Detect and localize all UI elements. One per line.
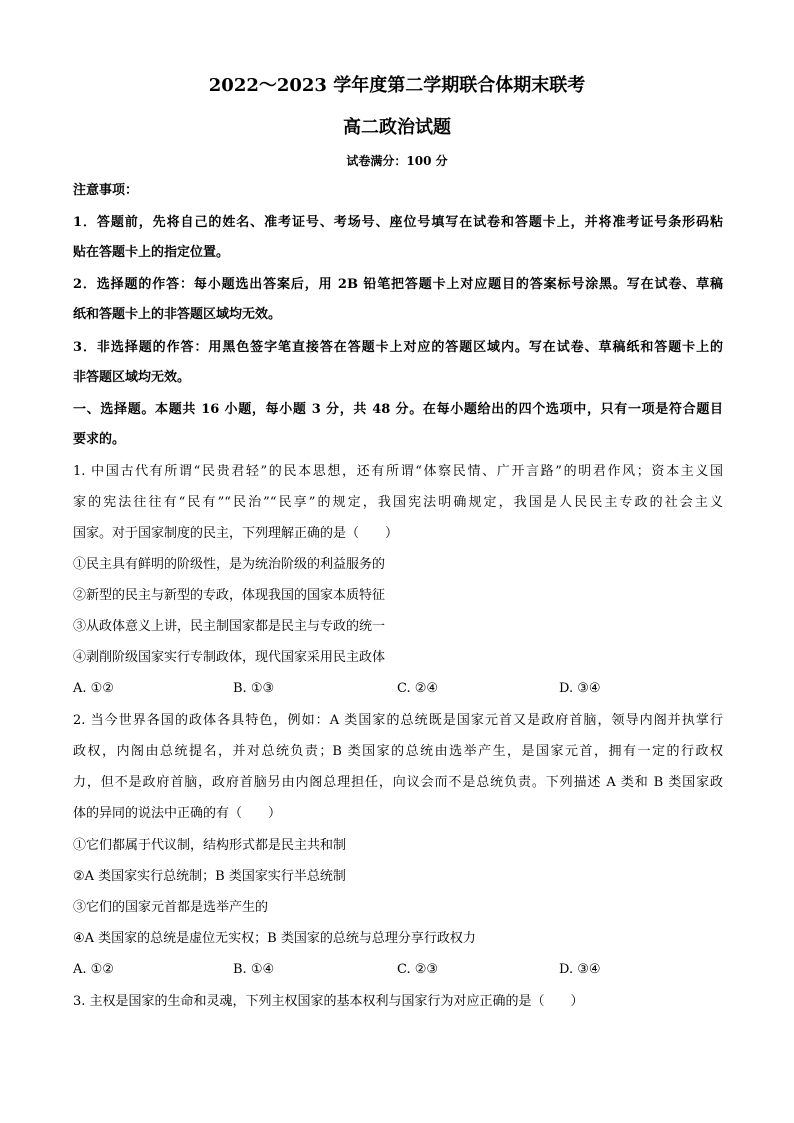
q2-stem-line: 政权，内阁由总统提名，并对总统负责；B 类国家的总统由选举产生，是国家元首，拥有一定的行政权 [73, 744, 723, 759]
q1-item: ②新型的民主与新型的专政，体现我国的国家本质特征 [73, 588, 386, 603]
q2-item: ④A 类国家的总统是虚位无实权；B 类国家的总统与总理分享行政权力 [73, 931, 476, 946]
q1-stem-line: 1. 中国古代有所谓“民贵君轻”的民本思想，还有所谓“体察民情、广开言路”的明君作风；资本主义国 [73, 464, 723, 479]
q1-option-c: C. ②④ [397, 681, 439, 696]
q1-item: ①民主具有鲜明的阶级性，是为统治阶级的利益服务的 [73, 557, 386, 572]
q2-option-d: D. ③④ [559, 962, 601, 977]
q2-option-b: B. ①④ [233, 962, 275, 977]
q1-item: ③从政体意义上讲，民主制国家都是民主与专政的统一 [73, 619, 386, 634]
notice-line: 2．选择题的作答：每小题选出答案后，用 2B 铅笔把答题卡上对应题目的答案标号涂黑。写在试卷、草稿 [73, 277, 723, 292]
q1-option-b: B. ①③ [233, 681, 275, 696]
exam-title: 2022～2023 学年度第二学期联合体期末联考 [208, 75, 586, 96]
q2-option-c: C. ②③ [397, 962, 439, 977]
notice-line: 非答题区域均无效。 [73, 370, 191, 385]
q2-item: ②A 类国家实行总统制；B 类国家实行半总统制 [73, 869, 346, 884]
notice-line: 3．非选择题的作答：用黑色签字笔直接答在答题卡上对应的答题区域内。写在试卷、草稿纸和答题卡上的 [73, 340, 723, 355]
q2-option-a: A. ①② [73, 962, 114, 977]
q2-item: ③它们的国家元首都是选举产生的 [73, 900, 269, 915]
q1-stem-line: 国家。对于国家制度的民主，下列理解正确的是（ ） [73, 526, 399, 541]
notice-line: 纸和答题卡上的非答题区域均无效。 [73, 307, 282, 322]
exam-subtitle: 高二政治试题 [343, 117, 451, 138]
q2-stem-line: 2. 当今世界各国的政体各具特色，例如：A 类国家的总统既是国家元首又是政府首脑，领导内阁并执掌行 [73, 713, 723, 728]
notice-line: 1．答题前，先将自己的姓名、准考证号、考场号、座位号填写在试卷和答题卡上，并将准考证号条形码粘 [73, 215, 723, 230]
q2-stem-line: 力，但不是政府首脑，政府首脑另由内阁总理担任，向议会而不是总统负责。下列描述 A 类和 B 类国家政 [73, 775, 723, 790]
q1-option-a: A. ①② [73, 681, 114, 696]
q2-stem-line: 体的异同的说法中正确的有（ ） [73, 806, 282, 821]
q2-item: ①它们都属于代议制，结构形式都是民主共和制 [73, 838, 347, 853]
q3-stem-line: 3. 主权是国家的生命和灵魂，下列主权国家的基本权利与国家行为对应正确的是（ ） [73, 994, 584, 1009]
q1-stem-line: 家的宪法往往有“民有”“民治”“民享”的规定，我国宪法明确规定，我国是人民民主专政的社会主义 [73, 495, 723, 510]
q1-option-d: D. ③④ [559, 681, 601, 696]
notice-heading: 注意事项： [73, 183, 139, 198]
section-heading-cont: 要求的。 [73, 432, 126, 447]
notice-line: 贴在答题卡上的指定位置。 [73, 245, 230, 260]
section-heading: 一、选择题。本题共 16 小题，每小题 3 分，共 48 分。在每小题给出的四个选项中，只有一项是符合题目 [73, 402, 723, 417]
q1-item: ④剥削阶级国家实行专制政体，现代国家采用民主政体 [73, 650, 386, 665]
exam-score: 试卷满分：100 分 [346, 154, 448, 168]
